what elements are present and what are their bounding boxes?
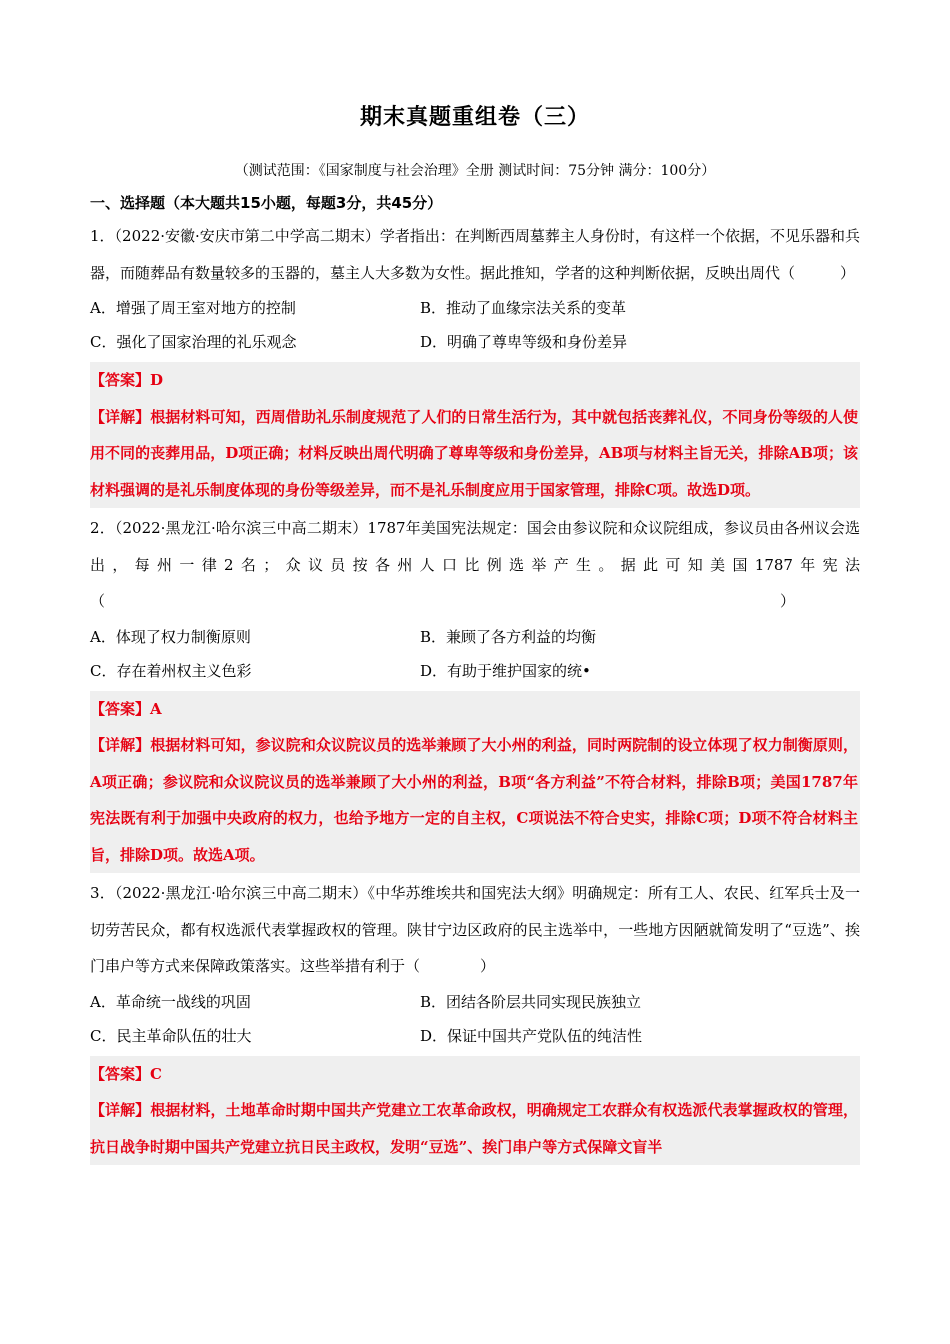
- answer-box: [90, 1056, 860, 1166]
- question-stem: 2．（2022·黑龙江·哈尔滨三中高二期末）1787年美国宪法规定：国会由参议院和众议院组成，参议员由各州议会选出，每州一律2名；众议员按各州人口比例选举产生。据此可知美国1787年宪法（ ）: [90, 519, 860, 610]
- answer-explanation: 【详解】根据材料可知，西周借助礼乐制度规范了人们的日常生活行为，其中就包括丧葬礼仪，不同身份等级的人使用不同的丧葬用品，D项正确；材料反映出周代明确了尊卑等级和身份差异，AB项与材料主旨无关，排除AB项；该材料强调的是礼乐制度体现的身份等级差异，而不是礼乐制度应用于国家管理，排除C项。故选D项。: [90, 407, 858, 499]
- answer-label: 【答案】C: [90, 1064, 162, 1083]
- option-c: C．民主革命队伍的壮大: [90, 1026, 252, 1045]
- content-area: [90, 190, 860, 1165]
- section-heading: 一、选择题（本大题共15小题，每题3分，共45分）: [90, 194, 443, 212]
- option-d: D．保证中国共产党队伍的纯洁性: [420, 1026, 643, 1045]
- question-stem: 3．（2022·黑龙江·哈尔滨三中高二期末）《中华苏维埃共和国宪法大纲》明确规定：所有工人、农民、红军兵士及一切劳苦民众，都有权选派代表掌握政权的管理。陕甘宁边区政府的民主选举中，一些地方因陋就简发明了“豆选”、挨门串户等方式来保障政策落实。这些举措有利于（ ）: [90, 884, 860, 975]
- option-a: A．体现了权力制衡原则: [90, 627, 251, 646]
- question-1: [90, 218, 860, 508]
- answer-label: 【答案】D: [90, 371, 164, 389]
- option-b: B．团结各阶层共同实现民族独立: [420, 992, 642, 1011]
- question-stem: 1．（2022·安徽·安庆市第二中学高二期末）学者指出：在判断西周墓葬主人身份时，有这样一个依据，不见乐器和兵器，而随葬品有数量较多的玉器的，墓主人大多数为女性。据此推知，学者的这种判断依据，反映出周代（ ）: [90, 227, 860, 282]
- answer-label: 【答案】A: [90, 699, 162, 718]
- test-scope-subtitle: （测试范围：《国家制度与社会治理》全册 测试时间：75分钟 满分：100分）: [234, 163, 716, 179]
- option-list: [90, 985, 860, 1053]
- option-a: A．革命统一战线的巩固: [90, 992, 251, 1011]
- question-3: [90, 875, 860, 1165]
- option-b: B．兼顾了各方利益的均衡: [420, 627, 597, 646]
- option-b: B．推动了血缘宗法关系的变革: [420, 299, 627, 317]
- option-c: C．存在着州权主义色彩: [90, 661, 252, 680]
- answer-box: [90, 691, 860, 874]
- answer-explanation: 【详解】根据材料可知，参议院和众议院议员的选举兼顾了大小州的利益，同时两院制的设立体现了权力制衡原则，A项正确；参议院和众议院议员的选举兼顾了大小州的利益，B项“各方利益”不符合材料，排除B项；美国1787年宪法既有利于加强中央政府的权力，也给予地方一定的自主权，C项说法不符合史实，排除C项；D项不符合材料主旨，排除D项。故选A项。: [90, 736, 858, 864]
- answer-explanation: 【详解】根据材料，土地革命时期中国共产党建立工农革命政权，明确规定工农群众有权选派代表掌握政权的管理，抗日战争时期中国共产党建立抗日民主政权，发明“豆选”、挨门串户等方式保障文盲半: [90, 1101, 858, 1156]
- option-a: A．增强了周王室对地方的控制: [90, 299, 296, 317]
- option-c: C．强化了国家治理的礼乐观念: [90, 333, 297, 351]
- option-d: D．有助于维护国家的统•: [420, 661, 591, 680]
- option-list: [90, 291, 860, 359]
- answer-box: [90, 362, 860, 508]
- page-title: 期末真题重组卷（三）: [359, 105, 590, 130]
- question-2: [90, 510, 860, 873]
- option-d: D．明确了尊卑等级和身份差异: [420, 333, 628, 351]
- option-list: [90, 620, 860, 688]
